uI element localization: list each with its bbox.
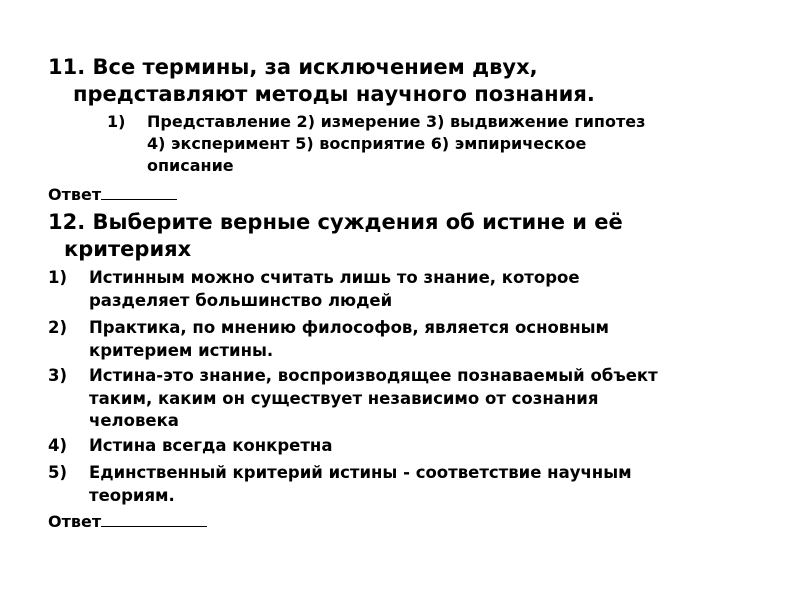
question-11-options-line2: 4) эксперимент 5) восприятие 6) эмпирическое [147, 134, 587, 153]
question-11-title-line1: 11. Все термины, за исключением двух, [48, 55, 538, 79]
list-item-line: Истина всегда конкретна [89, 436, 333, 455]
answer-label: Ответ [48, 512, 102, 531]
question-11-options-number: 1) [107, 112, 126, 131]
question-11-options-line3: описание [147, 156, 234, 175]
list-item-line: Практика, по мнению философов, является основным [89, 318, 610, 337]
list-item-line: человека [89, 411, 179, 430]
question-12-answer [48, 510, 207, 533]
list-item-line: теориям. [89, 486, 175, 505]
answer-label: Ответ [48, 185, 102, 204]
list-item-line: Истинным можно считать лишь то знание, которое [89, 268, 580, 287]
list-item-line: критерием истины. [89, 341, 274, 360]
list-item-line: Единственный критерий истины - соответствие научным [89, 463, 632, 482]
question-12-title-line1: 12. Выберите верные суждения об истине и её [48, 210, 623, 234]
answer-blank-line [101, 510, 207, 527]
list-item-number: 5) [48, 463, 68, 482]
question-12-title-line2: критериях [64, 237, 192, 261]
list-item-line: таким, каким он существует независимо от сознания [89, 389, 599, 408]
question-11-options-line1: Представление 2) измерение 3) выдвижение гипотез [147, 112, 646, 131]
list-item-line: разделяет большинство людей [89, 291, 393, 310]
list-item-line: Истина-это знание, воспроизводящее познаваемый объект [89, 366, 658, 385]
list-item-number: 1) [48, 268, 68, 287]
question-11-title-line2: представляют методы научного познания. [73, 82, 595, 106]
answer-blank-line [101, 183, 177, 200]
list-item-number: 3) [48, 366, 68, 385]
question-11-answer [48, 183, 177, 206]
list-item-number: 2) [48, 318, 68, 337]
list-item-number: 4) [48, 436, 68, 455]
